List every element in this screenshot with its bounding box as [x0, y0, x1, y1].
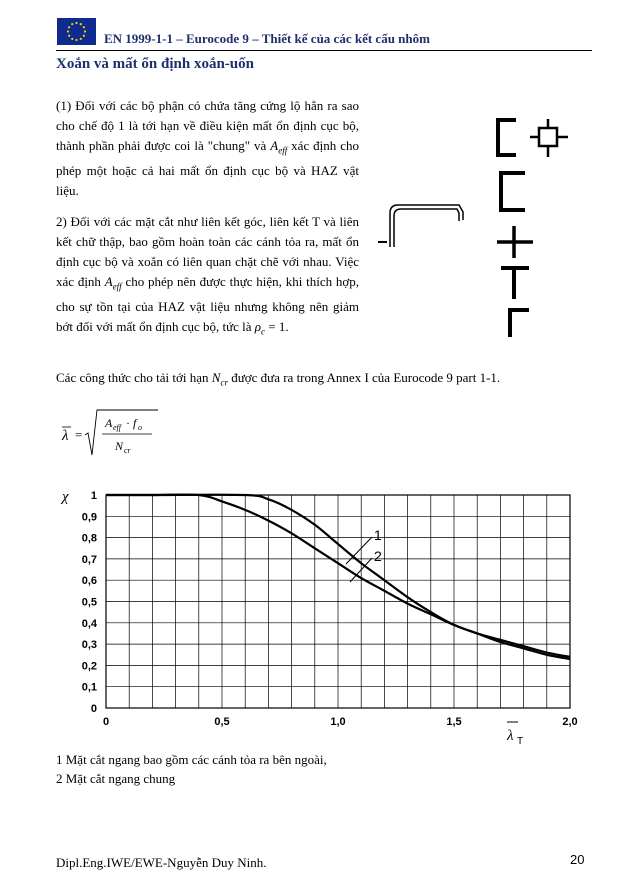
formula-fo-sub: o — [138, 423, 142, 432]
header-title: EN 1999-1-1 – Eurocode 9 – Thiết kế của các kết cấu nhôm — [104, 31, 430, 46]
formula-fo: f — [133, 416, 137, 430]
page-number: 20 — [570, 852, 585, 867]
section-title: Xoắn và mất ổn định xoắn-uốn — [56, 56, 254, 72]
formula-dot: · — [126, 416, 130, 430]
y-tick-label: 0,1 — [81, 681, 97, 694]
para2-symbol: A — [104, 274, 113, 289]
lipped-angle-sketch — [378, 205, 463, 247]
cross-section-sketches — [375, 115, 575, 345]
formula-lambda: λ — [62, 428, 69, 444]
flag-star-icon — [68, 35, 70, 37]
cruciform-box-sketch — [530, 119, 568, 157]
y-tick-label: 0,2 — [81, 660, 97, 673]
y-tick-label: 0,7 — [81, 553, 97, 566]
x-tick-label: 1,5 — [446, 716, 462, 728]
formula-area-sub: eff — [113, 423, 121, 432]
x-tick-label: 2,0 — [562, 716, 578, 728]
x-tick-label: 1,0 — [330, 716, 346, 728]
flag-star-icon — [67, 30, 69, 32]
y-tick-label: 0,6 — [81, 575, 97, 588]
x-tick-label: 0 — [102, 716, 110, 728]
y-axis-label: χ — [62, 489, 69, 505]
y-tick-label: 0,4 — [81, 617, 97, 630]
para2-text-b: cho phép nên được thực hiện, khi thích hợp, cho sự tồn tại của HAZ vật liệu nhưng không nên giảm bớt đối với mất ổn định cục bộ, tức là — [56, 274, 359, 334]
y-tick-label: 1 — [90, 490, 97, 502]
flag-star-icon — [75, 39, 77, 41]
ncr-text-b: được đưa ra trong Annex I của Eurocode 9 part 1-1. — [227, 370, 501, 385]
paragraph-2 — [56, 212, 359, 341]
formula-equals: = — [75, 427, 83, 442]
para2-symbol-sub: eff — [112, 281, 122, 292]
flag-star-icon — [84, 30, 86, 32]
flag-star-icon — [71, 38, 73, 40]
ncr-symbol: N — [211, 370, 221, 385]
ncr-symbol-sub: cr — [220, 377, 228, 388]
y-tick-label: 0,3 — [81, 639, 97, 652]
footer-author: Dipl.Eng.IWE/EWE-Nguyễn Duy Ninh. — [56, 855, 267, 870]
slenderness-formula — [60, 408, 160, 460]
legend-item-1: 1 Mặt cắt ngang bao gồm các cánh tỏa ra bên ngoài, — [56, 752, 327, 767]
formula-ncr-sub: cr — [124, 446, 131, 455]
formula-ncr: N — [115, 439, 124, 453]
x-tick-label: 0,5 — [214, 716, 230, 728]
ncr-sentence — [56, 370, 500, 388]
header-divider — [56, 50, 592, 51]
para1-symbol-sub: eff — [278, 145, 288, 156]
x-axis-label-sub: T — [517, 736, 524, 747]
flag-star-icon — [68, 26, 70, 28]
para1-text-b: xác định cho phép một hoặc cả hai mất ổn định cục bộ và HAZ vật liệu. — [56, 138, 359, 198]
channel-sketch — [501, 173, 525, 210]
para2-text-a: 2) Đối với các mặt cắt như liên kết góc, liên kết T và liên kết chữ thập, bao gồm hoàn toàn các cánh tỏa ra, mất ổn định cục bộ và xoắn có liên quan chặt chẽ với nhau. Việc xác định — [56, 214, 359, 289]
para2-rho: ρ — [254, 318, 262, 334]
formula-area: A — [105, 416, 113, 430]
series-label-2: 2 — [374, 548, 382, 564]
tee-sketch — [501, 268, 529, 299]
para2-rho-sub: c — [261, 326, 266, 337]
flag-star-icon — [80, 23, 82, 25]
x-tick-labels — [103, 716, 578, 728]
channel-stiffened-sketch — [498, 120, 516, 155]
para1-symbol: A — [270, 138, 279, 153]
chart-grid — [106, 495, 570, 708]
flag-star-icon — [80, 38, 82, 40]
y-tick-label: 0 — [90, 703, 97, 715]
flag-star-icon — [75, 22, 77, 24]
para1-text-a: (1) Đối với các bộ phận có chứa tăng cứng lộ hẳn ra sao cho chế độ 1 là tới hạn về điều kiện mất ổn định cục bộ, thành phần phải được coi là "chung" và — [56, 98, 359, 153]
legend-item-2: 2 Mặt cắt ngang chung — [56, 771, 176, 786]
buckling-curve-chart — [56, 482, 586, 748]
y-tick-label: 0,9 — [81, 511, 97, 524]
flag-star-icon — [83, 26, 85, 28]
eu-flag-logo — [57, 18, 96, 45]
y-tick-labels — [82, 490, 98, 715]
series-leader-1 — [346, 537, 372, 564]
angle-sketch — [510, 308, 529, 337]
ncr-text-a: Các công thức cho tải tới hạn — [56, 370, 212, 385]
y-tick-label: 0,5 — [81, 596, 97, 609]
flag-star-icon — [71, 23, 73, 25]
paragraph-1 — [56, 96, 359, 201]
cross-sketch — [497, 226, 533, 258]
y-tick-label: 0,8 — [81, 532, 97, 545]
para2-text-c: = 1. — [265, 318, 289, 334]
series-label-1: 1 — [374, 527, 382, 543]
flag-star-icon — [83, 35, 85, 37]
x-axis-label: λ — [507, 728, 514, 744]
